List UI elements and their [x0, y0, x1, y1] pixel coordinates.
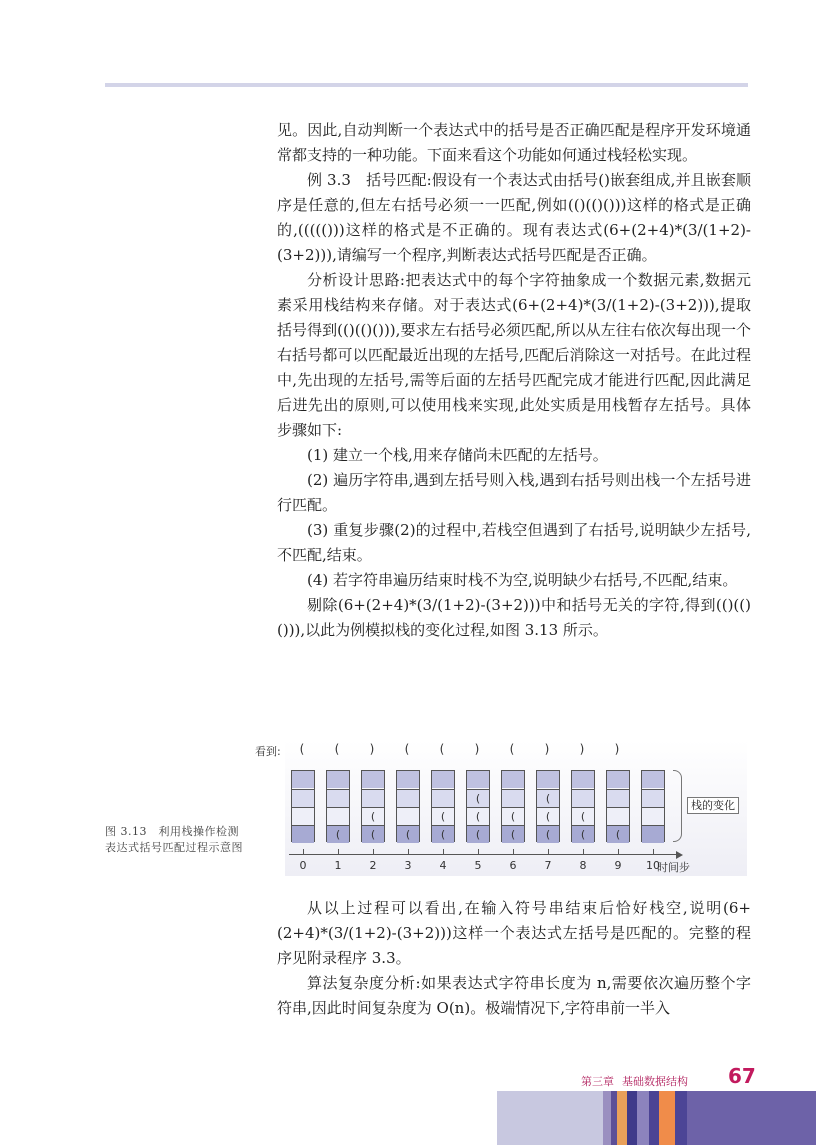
- decor-bar: [659, 1091, 675, 1145]
- stack-cell: (: [467, 807, 489, 825]
- stack-figure: [255, 740, 755, 878]
- stack-cell: [572, 789, 594, 807]
- figure-caption: 图 3.13 利用栈操作检测表达式括号匹配过程示意图: [105, 825, 243, 854]
- main-text-bottom: [277, 896, 751, 1021]
- main-text-top: [277, 118, 751, 643]
- paragraph: 见。因此,自动判断一个表达式中的括号是否正确匹配是程序开发环境通常都支持的一种功能。下面来看这个功能如何通过栈轻松实现。: [277, 121, 751, 164]
- stack-cell: [292, 771, 314, 788]
- seen-char: (: [439, 742, 445, 756]
- stack-cell: [362, 789, 384, 807]
- time-axis: [289, 854, 677, 855]
- step-3: (3) 重复步骤(2)的过程中,若栈空但遇到了右括号,说明缺少左括号,不匹配,结束。: [277, 521, 751, 564]
- axis-tick: [618, 849, 619, 854]
- axis-tick: [653, 849, 654, 854]
- stack-step: [431, 770, 455, 842]
- stack-cell: (: [572, 825, 594, 843]
- stack-change-label: 栈的变化: [687, 797, 739, 814]
- stack-step: [536, 770, 560, 842]
- stack-cell: (: [537, 807, 559, 825]
- seen-char: ): [579, 742, 585, 756]
- stack-cell: (: [327, 825, 349, 843]
- axis-tick: [338, 849, 339, 854]
- stack-cell: [572, 771, 594, 788]
- stack-cell: [607, 789, 629, 807]
- tick-label: 4: [439, 859, 447, 872]
- stack-cell: [642, 825, 664, 843]
- paragraph: 剔除(6+(2+4)*(3/(1+2)-(3+2)))中和括号无关的字符,得到(()(()())),以此为例模拟栈的变化过程,如图 3.13 所示。: [277, 596, 751, 639]
- top-rule: [105, 83, 748, 87]
- stack-cell: [642, 807, 664, 825]
- step-2: (2) 遍历字符串,遇到左括号则入栈,遇到右括号则出栈一个左括号进行匹配。: [277, 471, 751, 514]
- stack-cell: [642, 789, 664, 807]
- axis-tick: [513, 849, 514, 854]
- tick-label: 3: [404, 859, 412, 872]
- stack-cell: [327, 807, 349, 825]
- stack-cell: [327, 789, 349, 807]
- example-paragraph: 例 3.3 括号匹配:假设有一个表达式由括号()嵌套组成,并且嵌套顺序是任意的,但左右括号必须一一匹配,例如(()(()()))这样的格式是正确的,((((()))这样的格式是不正确的。现有表达式(6+(2+4)*(3/(1+2)-(3+2))),请编写一个程序,判断表达式括号匹配是否正确。: [277, 171, 751, 264]
- seen-char: (: [299, 742, 305, 756]
- paragraph: 算法复杂度分析:如果表达式字符串长度为 n,需要依次遍历整个字符串,因此时间复杂度为 O(n)。极端情况下,字符串前一半入: [277, 974, 751, 1017]
- stack-step: [641, 770, 665, 842]
- axis-tick: [303, 849, 304, 854]
- seen-char: ): [474, 742, 480, 756]
- analysis-paragraph: 分析设计思路:把表达式中的每个字符抽象成一个数据元素,数据元素采用栈结构来存储。对于表达式(6+(2+4)*(3/(1+2)-(3+2))),提取括号得到(()(()())),要求左右括号必须匹配,所以从左往右依次每出现一个右括号都可以匹配最近出现的左括号,匹配后消除这一对括号。在此过程中,先出现的左括号,需等后面的左括号匹配完成才能进行匹配,因此满足后进先出的原则,可以使用栈来实现,此处实质是用栈暂存左括号。具体步骤如下:: [277, 271, 751, 439]
- stack-cell: (: [537, 789, 559, 807]
- tick-label: 7: [544, 859, 552, 872]
- stack-cell: [397, 807, 419, 825]
- decor-bar: [617, 1091, 627, 1145]
- seen-char: (: [334, 742, 340, 756]
- stack-step: [361, 770, 385, 842]
- stack-cell: (: [362, 807, 384, 825]
- axis-tick: [373, 849, 374, 854]
- stack-step: [606, 770, 630, 842]
- decor-bar: [649, 1091, 659, 1145]
- stack-cell: (: [607, 825, 629, 843]
- stack-cell: [362, 771, 384, 788]
- stack-cell: [607, 807, 629, 825]
- decor-bar: [687, 1091, 816, 1145]
- seen-char: (: [404, 742, 410, 756]
- decor-bar: [637, 1091, 649, 1145]
- seen-label: 看到:: [255, 745, 281, 758]
- stack-step: [396, 770, 420, 842]
- axis-tick: [478, 849, 479, 854]
- stack-cell: [502, 789, 524, 807]
- stack-cell: (: [362, 825, 384, 843]
- stack-cell: (: [467, 789, 489, 807]
- decor-bar: [603, 1091, 611, 1145]
- decor-bar: [675, 1091, 687, 1145]
- stack-cell: [607, 771, 629, 788]
- seen-char: ): [544, 742, 550, 756]
- stack-step: [291, 770, 315, 842]
- decor-bar: [627, 1091, 637, 1145]
- stack-cell: [327, 771, 349, 788]
- page-number: 67: [728, 1064, 756, 1088]
- axis-tick: [548, 849, 549, 854]
- stack-cell: [397, 771, 419, 788]
- stack-cell: [397, 789, 419, 807]
- tick-label: 2: [369, 859, 377, 872]
- stack-cell: (: [432, 825, 454, 843]
- tick-label: 5: [474, 859, 482, 872]
- footer-chapter: [581, 1073, 688, 1089]
- stack-cell: [292, 807, 314, 825]
- axis-label: 时间步: [657, 861, 690, 874]
- seen-char: ): [614, 742, 620, 756]
- stack-cell: [642, 771, 664, 788]
- stack-step: [571, 770, 595, 842]
- step-1: (1) 建立一个栈,用来存储尚未匹配的左括号。: [307, 446, 608, 464]
- tick-label: 1: [334, 859, 342, 872]
- stack-cell: [502, 771, 524, 788]
- tick-label: 0: [299, 859, 307, 872]
- stack-cell: [292, 825, 314, 843]
- stack-cell: (: [397, 825, 419, 843]
- axis-tick: [443, 849, 444, 854]
- stack-step: [466, 770, 490, 842]
- stack-cell: [432, 771, 454, 788]
- stack-cell: [467, 771, 489, 788]
- stack-step: [326, 770, 350, 842]
- decor-bar: [497, 1091, 603, 1145]
- stack-cell: (: [467, 825, 489, 843]
- stack-cell: [292, 789, 314, 807]
- section-label: 基础数据结构: [622, 1075, 688, 1088]
- stack-cell: (: [572, 807, 594, 825]
- seen-char: (: [509, 742, 515, 756]
- stack-cell: (: [432, 807, 454, 825]
- step-4: (4) 若字符串遍历结束时栈不为空,说明缺少右括号,不匹配,结束。: [307, 571, 738, 589]
- tick-label: 8: [579, 859, 587, 872]
- seen-char: ): [369, 742, 375, 756]
- stack-cell: (: [502, 807, 524, 825]
- axis-tick: [583, 849, 584, 854]
- tick-label: 6: [509, 859, 517, 872]
- stack-cell: (: [502, 825, 524, 843]
- stack-step: [501, 770, 525, 842]
- stack-cell: [432, 789, 454, 807]
- axis-arrow-icon: [676, 851, 683, 859]
- stack-cell: (: [537, 825, 559, 843]
- paragraph: 从以上过程可以看出,在输入符号串结束后恰好栈空,说明(6+(2+4)*(3/(1+2)-(3+2)))这样一个表达式左括号是匹配的。完整的程序见附录程序 3.3。: [277, 899, 751, 967]
- axis-tick: [408, 849, 409, 854]
- stack-cell: [537, 771, 559, 788]
- tick-label: 10: [646, 859, 660, 872]
- brace: [673, 770, 682, 842]
- chapter-label: 第三章: [581, 1075, 614, 1088]
- tick-label: 9: [614, 859, 622, 872]
